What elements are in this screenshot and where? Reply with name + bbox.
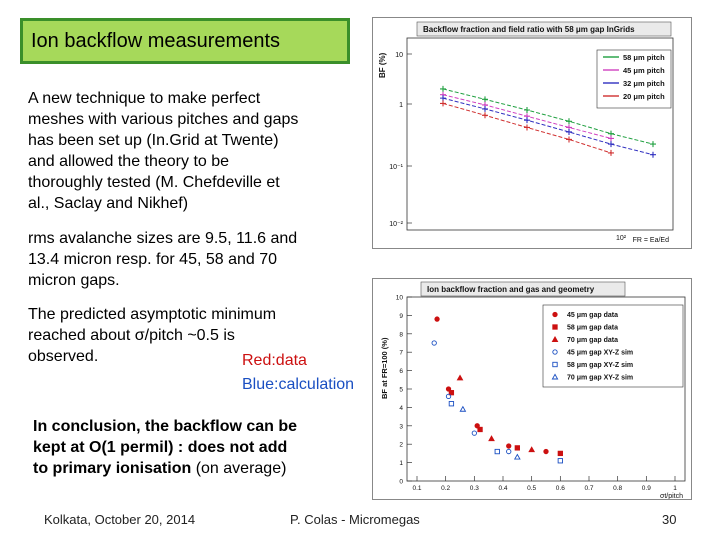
intro-paragraph: A new technique to make perfect meshes with various pitches and gaps has been set up (In.Grid at Twente) and allowed the theory to be thoroughly tested (M. Chefdeville et al., Saclay and Nikhef)	[28, 90, 299, 212]
chart2-xtick-label: 0.1	[412, 485, 422, 492]
chart1-ytick-label: 10	[395, 52, 403, 59]
backflow-field-ratio-plot	[373, 18, 691, 248]
chart2-xtick-label: 0.8	[613, 485, 623, 492]
chart2-ytick-label: 3	[399, 423, 403, 431]
page-number: 30	[662, 512, 677, 527]
backflow-field-ratio-chart	[372, 17, 692, 249]
conclusion-bold: In conclusion, the backflow can be kept at O(1 permil) : does not add to primary ionisation	[33, 418, 298, 477]
chart1-xtick-label: 10²	[615, 235, 627, 242]
chart1-legend-label: 45 μm pitch	[623, 66, 665, 75]
chart2-ytick-label: 4	[399, 404, 403, 412]
chart1-ytick-label: 1	[399, 102, 403, 109]
chart2-xtick-label: 0.7	[584, 485, 594, 492]
chart2-xtick-label: 0.4	[498, 485, 508, 492]
chart2-legend-label: 45 μm gap data	[567, 312, 618, 319]
chart2-legend-label: 58 μm gap data	[567, 324, 618, 332]
chart2-xtick-label: 1	[673, 485, 677, 492]
slide-title-box	[20, 18, 350, 64]
chart1-title: Backflow fraction and field ratio with 58 μm gap InGrids	[423, 25, 635, 34]
chart1-ylabel: BF (%)	[378, 52, 387, 78]
chart2-legend-marker	[553, 312, 557, 316]
chart2-xtick-label: 0.6	[555, 485, 565, 492]
chart2-data-point	[558, 451, 562, 455]
chart2-xlabel: σt/pitch	[660, 493, 683, 499]
chart2-ytick-label: 7	[399, 349, 403, 357]
chart2-ytick-label: 0	[399, 478, 403, 486]
chart2-legend-label: 70 μm gap data	[567, 337, 618, 344]
minimum-paragraph: The predicted asymptotic minimum reached about σ/pitch ~0.5 is observed.	[28, 306, 277, 365]
chart2-xtick-label: 0.9	[641, 485, 651, 492]
chart2-data-point	[515, 446, 519, 450]
chart2-data-point	[507, 444, 511, 448]
chart2-xtick-label: 0.2	[441, 485, 451, 492]
chart2-xtick-label: 0.5	[527, 485, 537, 492]
conclusion-text	[33, 416, 297, 479]
chart1-legend-label: 20 μm pitch	[623, 92, 665, 101]
chart2-data-point	[478, 427, 482, 431]
chart2-legend-marker	[553, 325, 557, 329]
backflow-gas-geometry-plot	[373, 279, 691, 499]
chart2-ytick-label: 5	[399, 386, 403, 394]
avalanche-paragraph: rms avalanche sizes are 9.5, 11.6 and 13.4 micron resp. for 45, 58 and 70 micron gaps.	[28, 230, 298, 289]
chart1-ytick-label: 10⁻¹	[389, 164, 403, 171]
chart1-legend-label: 58 μm pitch	[623, 53, 665, 62]
slide-title: Ion backflow measurements	[31, 30, 281, 52]
chart2-ytick-label: 9	[399, 312, 403, 320]
footer-author: P. Colas - Micromegas	[290, 512, 420, 527]
chart2-data-point	[435, 317, 439, 321]
chart2-data-point	[544, 449, 548, 453]
footer-date: Kolkata, October 20, 2014	[44, 512, 196, 527]
backflow-gas-geometry-chart	[372, 278, 692, 500]
chart2-ytick-label: 1	[399, 460, 403, 468]
chart1-ytick-label: 10⁻²	[389, 221, 403, 228]
chart2-xtick-label: 0.3	[469, 485, 479, 492]
chart1-legend-label: 32 μm pitch	[623, 79, 665, 88]
chart2-ytick-label: 6	[399, 368, 403, 376]
chart2-ytick-label: 2	[399, 441, 403, 449]
chart1-xlabel: FR = Ea/Ed	[632, 237, 669, 244]
chart2-title: Ion backflow fraction and gas and geometry	[427, 285, 595, 294]
chart2-legend-label: 58 μm gap XY-Z sim	[567, 362, 634, 369]
chart2-ytick-label: 10	[395, 294, 403, 302]
chart2-legend-label: 70 μm gap XY-Z sim	[567, 374, 634, 382]
chart2-ytick-label: 8	[399, 331, 403, 339]
blue-calculation-label: Blue:calculation	[242, 376, 355, 393]
conclusion-normal: (on average)	[191, 460, 287, 477]
chart2-ylabel: BF at FR=100 (%)	[380, 337, 389, 399]
red-data-label: Red:data	[242, 352, 307, 369]
chart2-legend-label: 45 μm gap XY-Z sim	[567, 349, 634, 357]
